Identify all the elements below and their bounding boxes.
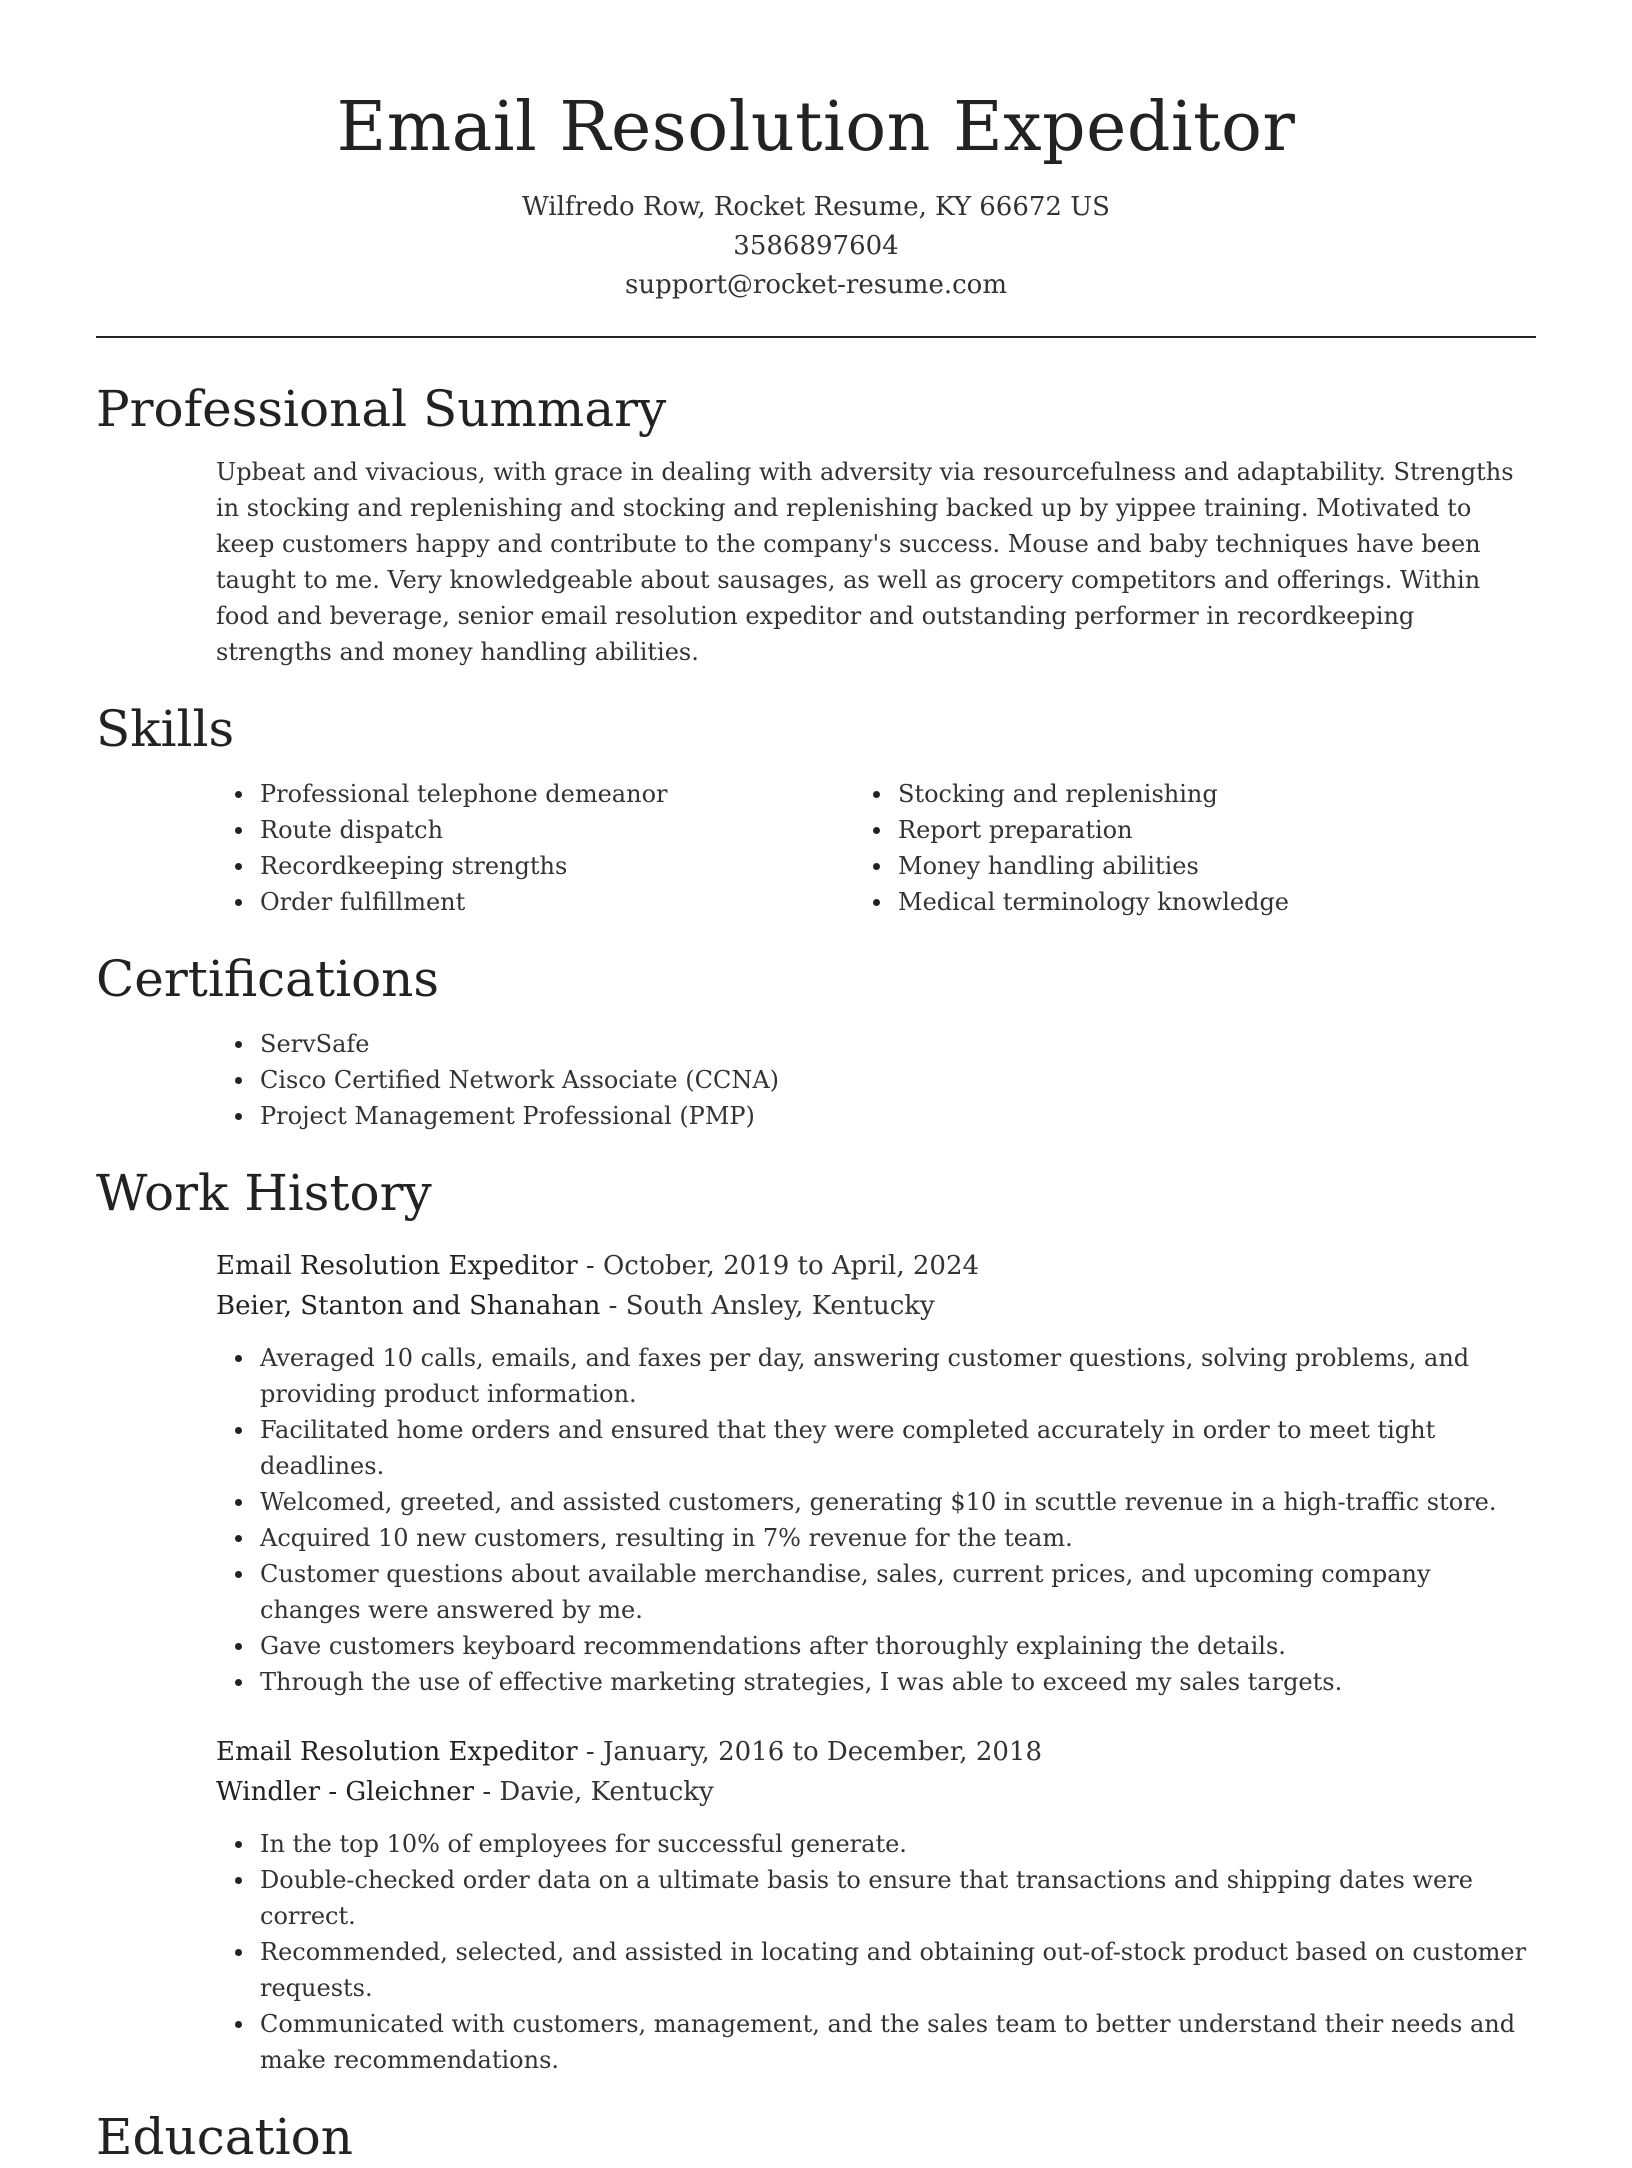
skill-item: Money handling abilities bbox=[898, 848, 1536, 884]
job-company-line bbox=[216, 1286, 1536, 1326]
job-role: Email Resolution Expeditor bbox=[216, 1251, 578, 1281]
summary-text: Upbeat and vivacious, with grace in dealing with adversity via resourcefulness and adaptability. Strengths in stocking and replenishing and stocking and replenishing backed up by yippee training. Motivated to keep customers happy and contribute to the company's success. Mouse and baby techniques have been taught to me. Very knowledgeable about sausages, as well as grocery competitors and offerings. Within food and beverage, senior email resolution expeditor and outstanding performer in recordkeeping strengths and money handling abilities. bbox=[216, 458, 1514, 666]
job-entry bbox=[216, 1732, 1536, 2078]
skill-item: Stocking and replenishing bbox=[898, 776, 1536, 812]
certifications-list bbox=[260, 1026, 1536, 1134]
contact-block bbox=[96, 188, 1536, 305]
job-dates: - October, 2019 to April, 2024 bbox=[577, 1251, 980, 1281]
skill-item: Medical terminology knowledge bbox=[898, 884, 1536, 920]
header-divider bbox=[96, 336, 1536, 338]
skills-column-left bbox=[260, 776, 898, 920]
job-duty: In the top 10% of employees for successful generate. bbox=[260, 1826, 1536, 1862]
contact-email: support@rocket-resume.com bbox=[624, 270, 1007, 300]
skills-list bbox=[260, 776, 1536, 920]
job-duties-list bbox=[260, 1340, 1536, 1700]
certification-item: Project Management Professional (PMP) bbox=[260, 1098, 1536, 1134]
skill-item: Report preparation bbox=[898, 812, 1536, 848]
job-duty: Averaged 10 calls, emails, and faxes per day, answering customer questions, solving problems, and providing product information. bbox=[260, 1340, 1536, 1412]
job-duty: Welcomed, greeted, and assisted customers, generating $10 in scuttle revenue in a high-traffic store. bbox=[260, 1484, 1536, 1520]
job-duty: Customer questions about available merchandise, sales, current prices, and upcoming company changes were answered by me. bbox=[260, 1556, 1536, 1628]
job-company-line bbox=[216, 1772, 1536, 1812]
contact-phone: 3586897604 bbox=[733, 231, 899, 261]
certification-item: ServSafe bbox=[260, 1026, 1536, 1062]
contact-address: Wilfredo Row, Rocket Resume, KY 66672 US bbox=[522, 192, 1110, 222]
job-location: - Davie, Kentucky bbox=[474, 1777, 714, 1807]
job-entry bbox=[216, 1246, 1536, 1700]
job-duty: Gave customers keyboard recommendations after thoroughly explaining the details. bbox=[260, 1628, 1536, 1664]
job-duty: Through the use of effective marketing strategies, I was able to exceed my sales targets. bbox=[260, 1664, 1536, 1700]
skill-item: Route dispatch bbox=[260, 812, 898, 848]
job-company: Windler - Gleichner bbox=[216, 1777, 475, 1807]
job-duty: Acquired 10 new customers, resulting in 7% revenue for the team. bbox=[260, 1520, 1536, 1556]
summary-heading: Professional Summary bbox=[96, 380, 667, 438]
job-dates: - January, 2016 to December, 2018 bbox=[577, 1737, 1042, 1767]
resume-header bbox=[96, 0, 1536, 305]
resume-page bbox=[96, 0, 1536, 2168]
job-role: Email Resolution Expeditor bbox=[216, 1737, 578, 1767]
job-company: Beier, Stanton and Shanahan bbox=[216, 1291, 601, 1321]
job-duty: Recommended, selected, and assisted in locating and obtaining out-of-stock product based on customer requests. bbox=[260, 1934, 1536, 2006]
certification-item: Cisco Certified Network Associate (CCNA) bbox=[260, 1062, 1536, 1098]
job-duties-list bbox=[260, 1826, 1536, 2078]
job-title-line bbox=[216, 1732, 1536, 1772]
skills-column-right bbox=[898, 776, 1536, 920]
job-duty: Communicated with customers, management, and the sales team to better understand their needs and make recommendations. bbox=[260, 2006, 1536, 2078]
job-location: - South Ansley, Kentucky bbox=[600, 1291, 935, 1321]
work-history-heading: Work History bbox=[96, 1164, 432, 1222]
skill-item: Recordkeeping strengths bbox=[260, 848, 898, 884]
skill-item: Professional telephone demeanor bbox=[260, 776, 898, 812]
job-duty: Double-checked order data on a ultimate basis to ensure that transactions and shipping dates were correct. bbox=[260, 1862, 1536, 1934]
candidate-name: Email Resolution Expeditor bbox=[336, 88, 1296, 167]
skill-item: Order fulfillment bbox=[260, 884, 898, 920]
job-duty: Facilitated home orders and ensured that they were completed accurately in order to meet tight deadlines. bbox=[260, 1412, 1536, 1484]
certifications-heading: Certifications bbox=[96, 950, 440, 1008]
job-title-line bbox=[216, 1246, 1536, 1286]
education-heading: Education bbox=[96, 2108, 353, 2166]
skills-heading: Skills bbox=[96, 700, 235, 758]
